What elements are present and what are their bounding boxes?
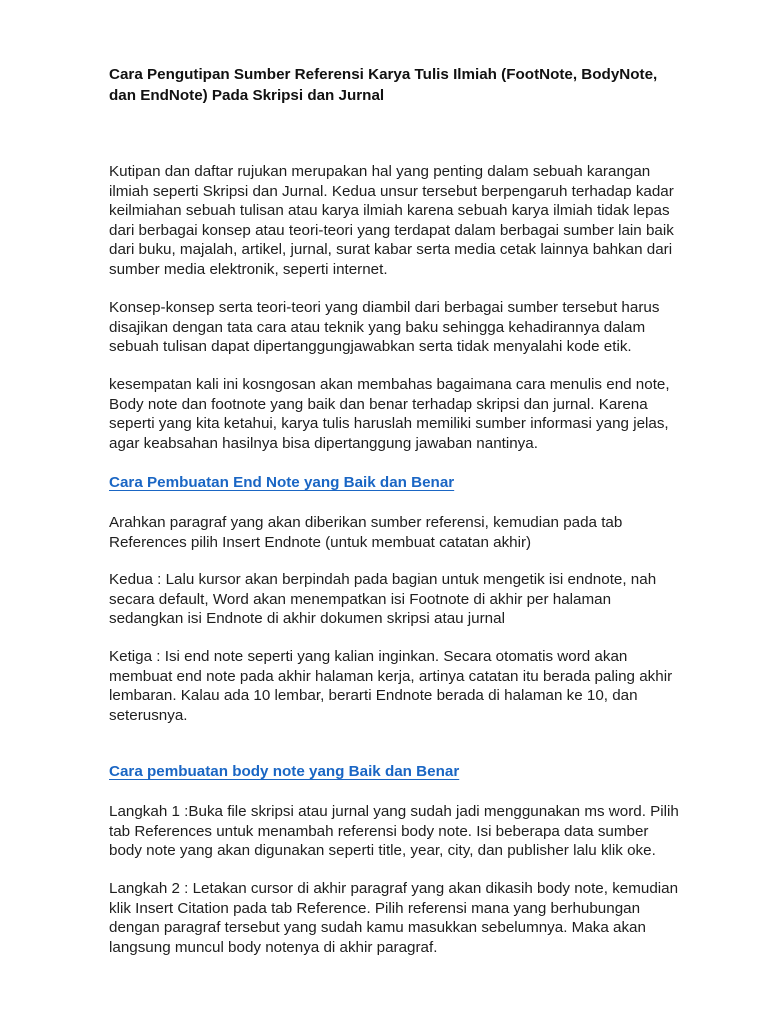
paragraph-line: klik Insert Citation pada tab Reference. Pilih referensi mana yang berhubungan [109, 899, 641, 917]
document-title [109, 65, 709, 106]
purpose-paragraph [109, 375, 709, 453]
paragraph-line: membuat end note pada akhir halaman kerja, artinya catatan itu berada paling akhir [109, 667, 673, 685]
paragraph-line: Langkah 2 : Letakan cursor di akhir paragraf yang akan dikasih body note, kemudian [109, 880, 679, 897]
paragraph-line: Konsep-konsep serta teori-teori yang diambil dari berbagai sumber tersebut harus [109, 299, 660, 316]
title-line: Cara Pengutipan Sumber Referensi Karya Tulis Ilmiah (FootNote, BodyNote, [109, 66, 658, 83]
paragraph-line: Arahkan paragraf yang akan diberikan sumber referensi, kemudian pada tab [109, 514, 623, 531]
paragraph-line: sebuah tulisan dapat dipertanggungjawabkan serta tidak menyalahi kode etik. [109, 338, 632, 355]
endnote-step-2 [109, 570, 709, 629]
paragraph-line: disajikan dengan tata cara atau teknik yang baku sehingga kehadirannya dalam [109, 318, 646, 336]
paragraph-line: ilmiah seperti Skripsi dan Jurnal. Kedua unsur tersebut berpengaruh terhadap kadar [109, 182, 674, 200]
paragraph-line: Ketiga : Isi end note seperti yang kalian inginkan. Secara otomatis word akan [109, 648, 628, 665]
paragraph-line: Kutipan dan daftar rujukan merupakan hal yang penting dalam sebuah karangan [109, 163, 651, 180]
paragraph-line: dari buku, majalah, artikel, jurnal, surat kabar serta media cetak lainnya bahkan dari [109, 241, 673, 258]
bodynote-section-heading-link[interactable]: Cara pembuatan body note yang Baik dan Benar [109, 763, 460, 780]
intro-paragraph [109, 162, 709, 279]
concepts-paragraph [109, 298, 709, 357]
paragraph-line: kesempatan kali ini kosngosan akan membahas bagaimana cara menulis end note, [109, 376, 670, 393]
paragraph-line: body note yang akan digunakan seperti title, year, city, dan publisher lalu klik oke. [109, 842, 656, 859]
paragraph-line: secara default, Word akan menempatkan isi Footnote di akhir per halaman [109, 590, 612, 608]
bodynote-step-2 [109, 879, 709, 957]
paragraph-line: Langkah 1 :Buka file skripsi atau jurnal yang sudah jadi menggunakan ms word. Pilih [109, 803, 679, 820]
paragraph-line: seperti yang kita ketahui, karya tulis haruslah memiliki sumber informasi yang jelas, [109, 415, 669, 432]
endnote-step-1 [109, 513, 709, 552]
paragraph-line: Kedua : Lalu kursor akan berpindah pada bagian untuk mengetik isi endnote, nah [109, 571, 657, 588]
title-line: dan EndNote) Pada Skripsi dan Jurnal [109, 86, 385, 104]
paragraph-line: sedangkan isi Endnote di akhir dokumen skripsi atau jurnal [109, 610, 505, 627]
paragraph-line: Body note dan footnote yang baik dan benar terhadap skripsi dan jurnal. Karena [109, 395, 648, 413]
paragraph-line: References pilih Insert Endnote (untuk membuat catatan akhir) [109, 533, 532, 551]
paragraph-line: sumber media elektronik, seperti internet. [109, 260, 388, 278]
endnote-section-heading-link[interactable]: Cara Pembuatan End Note yang Baik dan Benar [109, 474, 455, 491]
paragraph-line: tab References untuk menambah referensi body note. Isi beberapa data sumber [109, 822, 649, 840]
paragraph-line: langsung muncul body notenya di akhir paragraf. [109, 938, 438, 956]
paragraph-line: keilmiahan sebuah tulisan atau karya ilmiah karena sebuah karya ilmiah tidak lepas [109, 202, 670, 219]
paragraph-line: dari berbagai konsep atau teori-teori yang terdapat dalam berbagai sumber lain baik [109, 221, 674, 239]
paragraph-line: agar keabsahan hasilnya bisa dipertanggung jawaban nantinya. [109, 434, 538, 452]
paragraph-line: dengan paragraf tersebut yang sudah kamu masukkan sebelumnya. Maka akan [109, 919, 646, 936]
paragraph-line: lembaran. Kalau ada 10 lembar, berarti Endnote berada di halaman ke 10, dan [109, 687, 638, 704]
endnote-step-3 [109, 647, 709, 725]
bodynote-step-1 [109, 802, 709, 861]
paragraph-line: seterusnya. [109, 706, 188, 724]
